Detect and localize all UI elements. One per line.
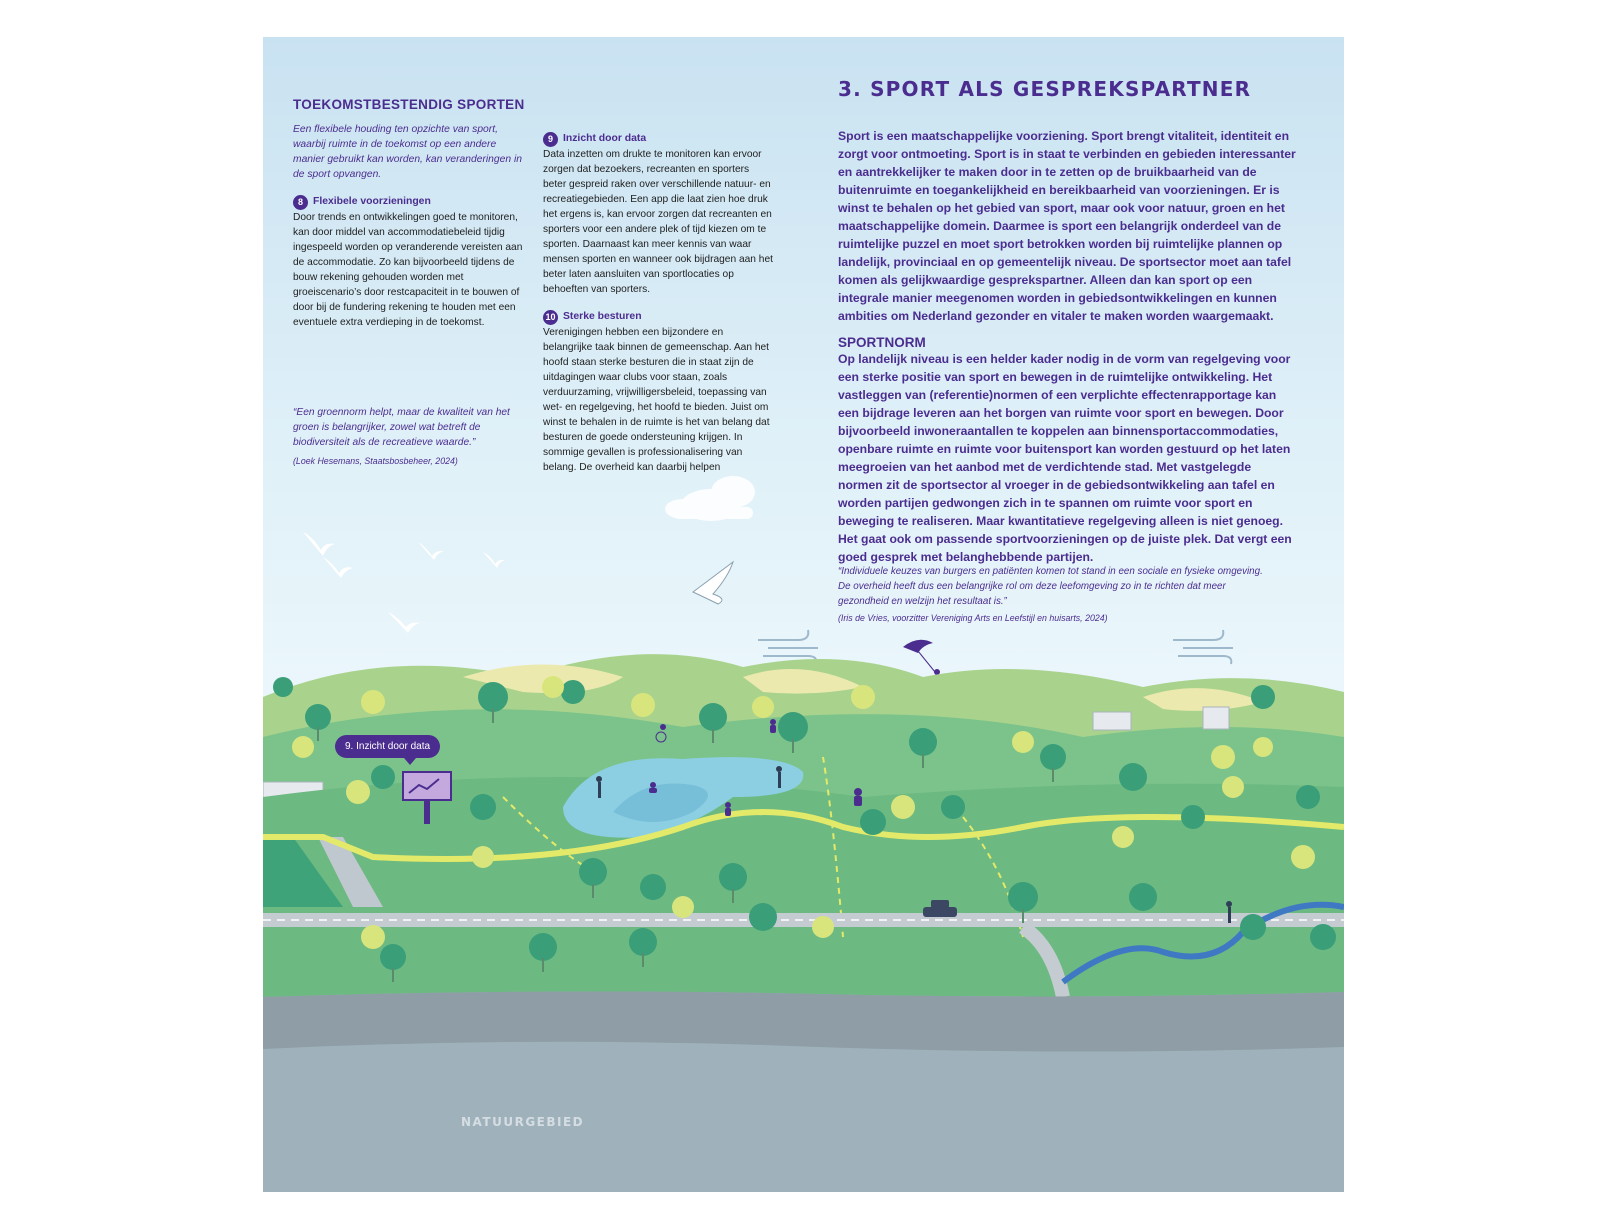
left-quote-text: “Een groennorm helpt, maar de kwaliteit van het groen is belangrijker, zowel wat betreft de biodiversiteit als de recreatieve waarde.”	[293, 407, 510, 448]
item-9-title: Inzicht door data	[563, 133, 647, 144]
kite-surfer-icon	[903, 640, 940, 675]
item-10-text: Verenigingen hebben een bijzondere en belangrijke taak binnen de gemeenschap. Aan het hoofd staan sterke besturen die in staat zijn de uitdagingen waar clubs voor staan, zoals verduurzaming, vrijwilligersbeleid, toepassing van wet- en regelgeving, het hoofd te bieden. Juist om winst te behalen in de ruimte is het van belang dat besturen de goede ondersteuning krijgen. In sommige gevallen is professionalisering van belang. De overheid kan daarbij helpen	[543, 327, 770, 473]
map-callout-bubble: 9. Inzicht door data	[335, 735, 440, 758]
item-8-title: Flexibele voorzieningen	[313, 196, 431, 207]
item-10-heading	[543, 309, 775, 325]
middle-column	[543, 131, 775, 487]
item-9-text: Data inzetten om drukte te monitoren kan ervoor zorgen dat bezoekers, recreanten en sporters beter gespreid raken over verschillende natuur- en recreatiegebieden. Een app die laat zien hoe druk het ergens is, kan ervoor zorgen dat recreanten en sporters voor een andere plek of tijd kiezen om te sporten. Daarnaast kan meer kennis van waar mensen sporten en wanneer ook bijdragen aan het beter laten aansluiten van sportlocaties op behoeften van sporters.	[543, 149, 773, 295]
item-number-badge: 9	[543, 132, 558, 147]
right-quote-text: “Individuele keuzes van burgers en patiënten komen tot stand in een sociale en fysieke omgeving. De overheid heeft dus een belangrijke rol om deze leefomgeving zo in te richten dat meer gezondheid en welzijn het resultaat is.”	[838, 566, 1263, 607]
section-title: 3. SPORT ALS GESPREKSPARTNER	[838, 77, 1252, 101]
area-label: NATUURGEBIED	[461, 1115, 585, 1129]
brochure-page	[263, 37, 1344, 1192]
item-8-text: Door trends en ontwikkelingen goed te monitoren, kan door middel van accommodatiebeleid tijdig ingespeeld worden op veranderende vereisten aan de accommodatie. Zo kan bijvoorbeeld tijdens de bouw rekening gehouden worden met groeiscenario’s door restcapaciteit in te bouwen of door bij de fundering rekening te houden met een eventuele extra verdieping in de toekomst.	[293, 212, 523, 328]
seagull-icon	[693, 562, 733, 604]
sportnorm-heading: SPORTNORM	[838, 335, 926, 350]
left-heading: TOEKOMSTBESTENDIG SPORTEN	[293, 97, 525, 112]
item-number-badge: 8	[293, 195, 308, 210]
road	[263, 913, 1344, 927]
sportnorm-text: Op landelijk niveau is een helder kader nodig in de vorm van regelgeving voor een sterke positie van sport en bewegen in de ruimtelijke ontwikkeling. Het vastleggen van (referentie)normen of een verplichte effectenrapportage kan een bijdrage leveren aan het borgen van ruimte voor sport en bewegen. Door bijvoorbeeld inwoneraantallen te koppelen aan binnensportaccommodaties, openbare ruimte en ruimte voor buitensport kan worden gestuurd op het laten meegroeien van het aanbod met de verdichtende stad. Met vastgelegde normen zit de sportsector al vroeger in de gebiedsontwikkeling aan tafel en worden partijen gedwongen zich in te spannen om ruimte voor sport en beweging te realiseren. Maar kwantitatieve regelgeving alleen is niet genoeg. Het gaat ook om passende sportvoorzieningen op de juiste plek. Dat vergt een goed gesprek met belanghebbende partijen.	[838, 352, 1292, 564]
wind-icon	[758, 630, 1233, 664]
left-column	[293, 97, 525, 342]
left-intro: Een flexibele houding ten opzichte van sport, waarbij ruimte in de toekomst op een andere manier gebruikt kan worden, kan veranderingen in de sport opvangen.	[293, 124, 522, 180]
item-8-heading	[293, 194, 525, 210]
right-quote	[838, 564, 1268, 626]
left-quote-attribution: (Loek Hesemans, Staatsbosbeheer, 2024)	[293, 456, 458, 466]
right-column	[838, 77, 1298, 576]
birds-icon	[303, 532, 505, 633]
left-quote	[293, 405, 525, 469]
item-10-title: Sterke besturen	[563, 311, 642, 322]
item-number-badge: 10	[543, 310, 558, 325]
right-quote-attribution: (Iris de Vries, voorzitter Vereniging Arts en Leefstijl en huisarts, 2024)	[838, 613, 1108, 623]
item-9-heading	[543, 131, 775, 147]
section-paragraph: Sport is een maatschappelijke voorziening. Sport brengt vitaliteit, identiteit en zorgt voor ontmoeting. Sport is in staat te verbinden en gebieden interessanter en aantrekkelijker te maken door in te zetten op de bruikbaarheid van de buitenruimte en toegankelijkheid en bereikbaarheid van voorzieningen. Er is winst te behalen op het gebied van sport, maar ook voor natuur, groen en het maatschappelijke domein. Daarmee is sport een belangrijk onderdeel van de ruimtelijke puzzel en moet sport betrokken worden bij ruimtelijke plannen op landelijk, provinciaal en op gemeentelijk niveau. De sportsector moet aan tafel komen als gelijkwaardige gesprekspartner. Alleen dan kan sport op een integrale manier meegenomen worden in gebiedsontwikkelingen en kunnen ambities om Nederland gezonder en vitaler te maken worden waargemaakt.	[838, 129, 1296, 323]
